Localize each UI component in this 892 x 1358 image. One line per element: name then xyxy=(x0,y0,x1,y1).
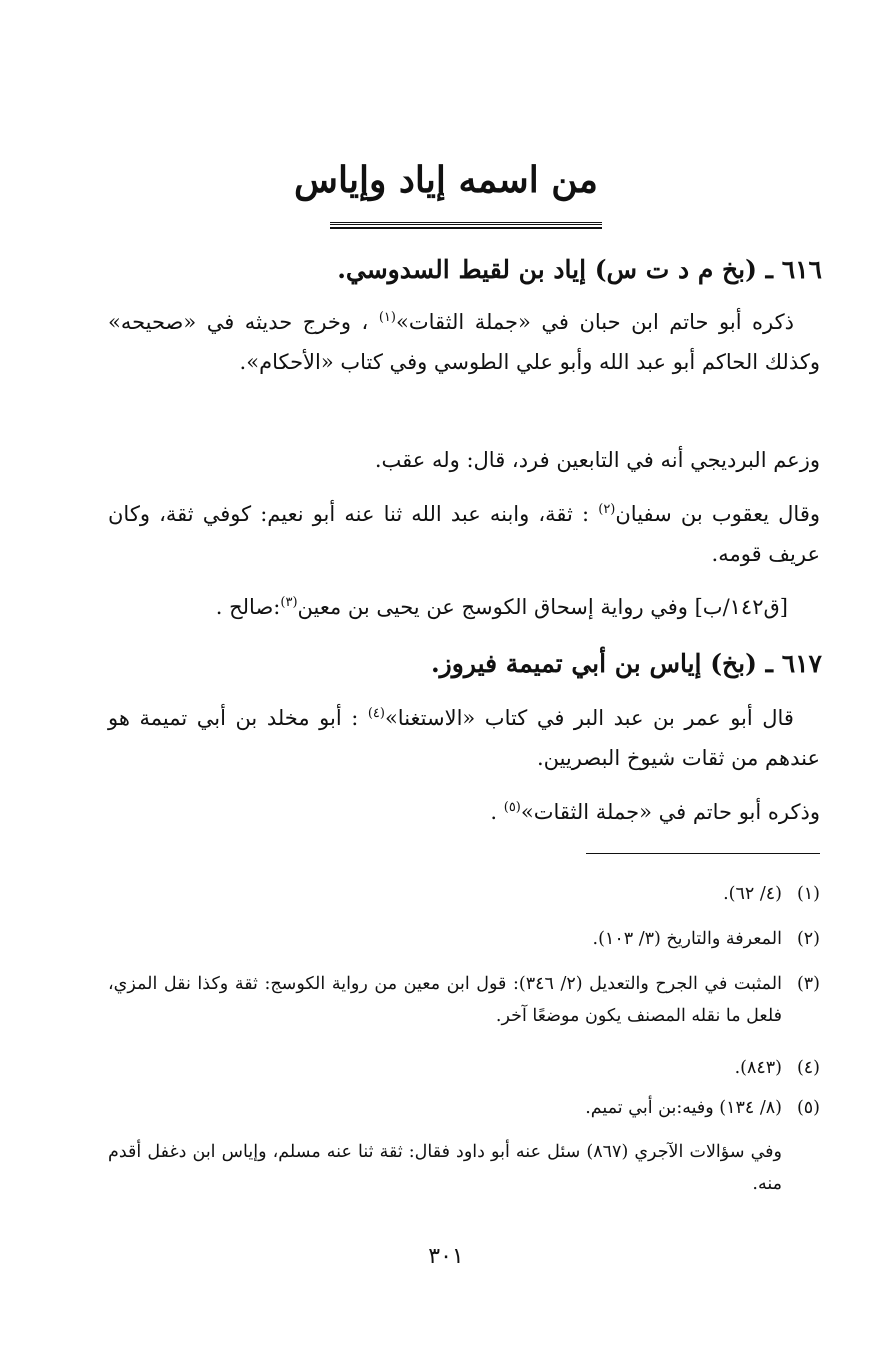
entry-title-617: ٦١٧ ـ (بخ) إياس بن أبي تميمة فيروز. xyxy=(430,649,822,678)
para-text: : أبو مخلد بن أبي تميمة هو عندهم من ثقات شيوخ البصريين. xyxy=(108,706,820,770)
paragraph-617-2 xyxy=(108,792,820,832)
para-text: وذكره أبو حاتم في «جملة الثقات» xyxy=(520,800,820,824)
footnote-ref-4[interactable]: (٤) xyxy=(367,706,385,721)
para-text: ، وخرج حديثه في «صحيحه» وكذلك الحاكم أبو عبد الله وأبو علي الطوسي وفي كتاب «الأحكام». xyxy=(108,310,820,374)
para-text: : ثقة، وابنه عبد الله ثنا عنه أبو نعيم: كوفي ثقة، وكان عريف قومه. xyxy=(108,502,820,566)
footnote-ref-3[interactable]: (٣) xyxy=(280,595,298,610)
para-text: [ق١٤٢/ب] وفي رواية إسحاق الكوسج عن يحيى بن معين xyxy=(297,595,788,619)
footnote-ref-2[interactable]: (٢) xyxy=(598,502,616,517)
footnote-ref-5[interactable]: (٥) xyxy=(503,800,521,815)
entry-title-616: ٦١٦ ـ (بخ م د ت س) إياد بن لقيط السدوسي. xyxy=(337,255,822,284)
footnote-text: المعرفة والتاريخ (٣/ ١٠٣). xyxy=(592,929,782,949)
page-number: ٣٠١ xyxy=(428,1244,464,1269)
paragraph-616-4 xyxy=(108,587,788,627)
paragraph-616-3 xyxy=(108,494,820,574)
footnote-text: (٨/ ١٣٤) وفيه:بن أبي تميم. xyxy=(585,1098,782,1118)
footnote-2 xyxy=(108,923,820,955)
footnote-ref-1[interactable]: (١) xyxy=(378,310,396,325)
para-text: ذكره أبو حاتم ابن حبان في «جملة الثقات» xyxy=(395,310,794,334)
footnote-text: (٨٤٣). xyxy=(734,1058,782,1078)
footnote-3 xyxy=(108,968,820,1032)
para-text: :صالح . xyxy=(215,595,281,619)
footnote-number: (٥) xyxy=(796,1098,820,1118)
footnote-number: (٢) xyxy=(796,929,820,949)
footnote-1 xyxy=(108,878,820,910)
footnote-number: (٣) xyxy=(796,974,820,994)
footnote-separator xyxy=(586,853,820,854)
footnote-5-continuation: وفي سؤالات الآجري (٨٦٧) سئل عنه أبو داود فقال: ثقة ثنا عنه مسلم، وإياس ابن دغفل أقدم منه. xyxy=(108,1142,782,1194)
paragraph-616-2 xyxy=(108,440,820,480)
section-heading: من اسمه إياد وإياس xyxy=(294,159,598,201)
footnote-text: (٤/ ٦٢). xyxy=(723,884,782,904)
footnote-number: (٤) xyxy=(796,1058,820,1078)
footnote-text: المثبت في الجرح والتعديل (٢/ ٣٤٦): قول ابن معين من رواية الكوسج: ثقة وكذا نقل المزي، فلعل ما نقله المصنف يكون موضعًا آخر. xyxy=(108,974,782,1026)
heading-underline xyxy=(330,222,602,229)
para-text: وقال يعقوب بن سفيان xyxy=(615,502,820,526)
paragraph-616-1 xyxy=(108,302,820,382)
paragraph-617-1 xyxy=(108,698,820,778)
footnote-number: (١) xyxy=(796,884,820,904)
para-text: . xyxy=(490,800,504,824)
para-text: وزعم البرديجي أنه في التابعين فرد، قال: وله عقب. xyxy=(374,448,820,472)
footnote-4 xyxy=(108,1052,820,1084)
para-text: قال أبو عمر بن عبد البر في كتاب «الاستغنا» xyxy=(384,706,794,730)
footnote-5 xyxy=(108,1092,820,1124)
